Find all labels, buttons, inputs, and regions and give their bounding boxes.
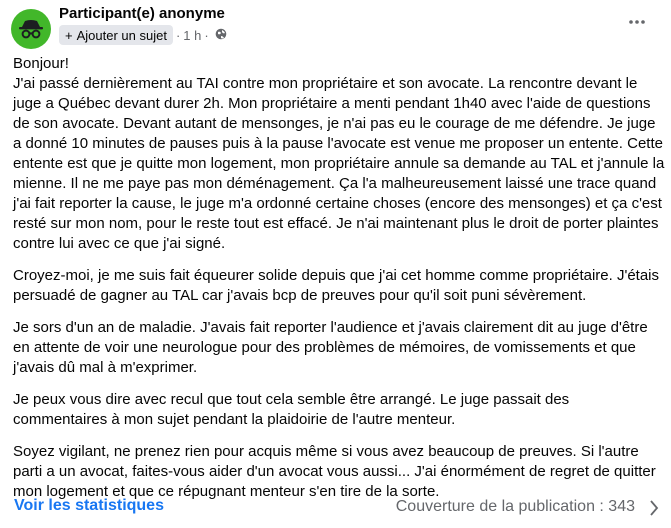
globe-icon <box>215 28 227 43</box>
post-paragraph: Croyez-moi, je me suis fait équeurer solide depuis que j'ai cet homme comme propriétaire. J'étais persuadé de gagner au TAL car j'avais bcp de preuves pour qu'il soit puni sévèrement. <box>13 267 660 304</box>
view-stats-link[interactable]: Voir les statistiques <box>14 497 164 514</box>
add-subject-button[interactable] <box>59 25 173 45</box>
add-subject-label: Ajouter un sujet <box>76 27 167 43</box>
post-footer <box>0 494 671 522</box>
more-options-button[interactable] <box>623 8 651 36</box>
author-name[interactable]: Participant(e) anonyme <box>59 5 225 22</box>
anonymous-incognito-icon <box>16 14 46 44</box>
post-paragraph: Je peux vous dire avec recul que tout cela semble être arrangé. Le juge passait des commentaires à mon sujet pendant la plaidoirie de l'autre menteur. <box>13 391 570 428</box>
post-paragraph: Je sors d'un an de maladie. J'avais fait reporter l'audience et j'avais clairement dit au juge d'être en attente de voir une neurologue pour des problèmes de mémoires, de vomissements et que j'avais dû mal à m'exprimer. <box>13 319 648 376</box>
separator-dot: · <box>175 27 181 43</box>
chevron-right-icon[interactable] <box>649 500 659 521</box>
post-content <box>13 54 665 514</box>
post-meta <box>59 25 227 45</box>
post-reach[interactable]: Couverture de la publication : 343 <box>395 498 635 515</box>
post-time[interactable]: 1 h <box>183 27 202 43</box>
more-horizontal-icon <box>629 20 645 24</box>
post-paragraph: Soyez vigilant, ne prenez rien pour acquis même si vous avez beaucoup de preuves. Si l'autre parti a un avocat, faites-vous aider d'un avocat vous aussi... J'ai énormément de regret de quitter mon logement et que ce répugnant menteur s'en tire de la sorte. <box>13 443 656 500</box>
post-paragraph: Bonjour! J'ai passé dernièrement au TAI contre mon propriétaire et son avocate. La rencontre devant le juge a Québec devant durer 2h. Mon propriétaire a menti pendant 1h40 avec l'aide de questions de son avocate. Devant autant de mensonges, je n'ai pas eu le courage de me défendre. Je juge a donné 10 minutes de pauses puis à la pause l'avocate est venue me proposer un entente. Cette entente est que je quitte mon logement, mon propriétaire annule sa demande au TAL et j'annule la mienne. Il ne me paye pas mon déménagement. Ça l'a malheureusement laissé une trace quand j'ai fait reporter la cause, le juge m'a ordonné certaine choses (encore des mensonges) et ça c'est resté sur mon nom, pour le reste tout est effacé. Je n'ai maintenant plus le droit de porter plaintes contre lui avec ce que j'ai signé. <box>13 55 665 252</box>
plus-icon: + <box>65 27 73 43</box>
avatar[interactable] <box>11 9 51 49</box>
separator-dot: · <box>204 27 209 43</box>
